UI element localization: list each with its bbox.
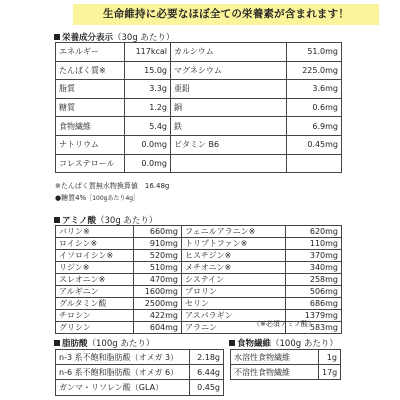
name-cell: イソロイシン※ bbox=[56, 250, 134, 262]
table-row bbox=[56, 80, 342, 99]
value-cell: 1g bbox=[319, 350, 341, 365]
value-cell: 3.3g bbox=[125, 80, 171, 99]
name-cell: メチオニン※ bbox=[182, 262, 286, 274]
value-cell: 0.6mg bbox=[287, 98, 342, 117]
fiber-subtitle: （100g あたり） bbox=[271, 339, 338, 349]
square-bullet-icon bbox=[54, 340, 60, 346]
table-row bbox=[56, 298, 342, 310]
amino-title: アミノ酸 bbox=[62, 216, 97, 226]
name-cell: グルタミン酸 bbox=[56, 298, 134, 310]
fatty-subtitle: （100g あたり） bbox=[87, 339, 155, 349]
value-cell: 620mg bbox=[286, 226, 342, 238]
table-row bbox=[56, 365, 224, 380]
name-cell: 不溶性食物繊維 bbox=[231, 365, 319, 380]
table-row bbox=[56, 98, 342, 117]
name-cell: バリン※ bbox=[56, 226, 134, 238]
name-cell: ヒスチジン※ bbox=[182, 250, 286, 262]
table-row bbox=[56, 61, 342, 80]
value-cell: 910mg bbox=[134, 238, 182, 250]
name-cell: 水溶性食物繊維 bbox=[231, 350, 319, 365]
table-row bbox=[56, 250, 342, 262]
fatty-section-title bbox=[54, 337, 154, 349]
name-cell: ガンマ・リソレン酸（GLA） bbox=[56, 380, 190, 395]
name-cell: プロリン bbox=[182, 286, 286, 298]
value-cell: 258mg bbox=[286, 274, 342, 286]
name-cell: 糖質 bbox=[56, 98, 125, 117]
name-cell: ビタミン B6 bbox=[171, 135, 287, 154]
name-cell: カルシウム bbox=[171, 43, 287, 62]
table-row bbox=[56, 380, 224, 395]
name-cell: 脂質 bbox=[56, 80, 125, 99]
value-cell: 0.0mg bbox=[125, 135, 171, 154]
carb-ratio-main: ●糖質4% bbox=[55, 194, 87, 202]
name-cell: 食物繊維 bbox=[56, 117, 125, 136]
value-cell: 583mg bbox=[286, 322, 342, 334]
fatty-title: 脂肪酸 bbox=[62, 339, 88, 349]
value-cell: 117kcal bbox=[125, 43, 171, 62]
value-cell: 2.18g bbox=[190, 350, 224, 365]
value-cell: 370mg bbox=[286, 250, 342, 262]
name-cell: システイン bbox=[182, 274, 286, 286]
value-cell: 506mg bbox=[286, 286, 342, 298]
nutrition-subtitle: （30g あたり） bbox=[113, 33, 175, 43]
name-cell bbox=[171, 154, 287, 173]
value-cell: 6.9mg bbox=[287, 117, 342, 136]
name-cell: スレオニン※ bbox=[56, 274, 134, 286]
value-cell: 1.2g bbox=[125, 98, 171, 117]
table-row bbox=[56, 226, 342, 238]
value-cell: 225.0mg bbox=[287, 61, 342, 80]
value-cell: 422mg bbox=[134, 310, 182, 322]
value-cell: 520mg bbox=[134, 250, 182, 262]
fiber-table bbox=[230, 349, 341, 380]
value-cell: 3.6mg bbox=[287, 80, 342, 99]
value-cell: 1379mg bbox=[286, 310, 342, 322]
name-cell: アスパラギン bbox=[182, 310, 286, 322]
value-cell: 510mg bbox=[134, 262, 182, 274]
value-cell: 0.0mg bbox=[125, 154, 171, 173]
nutrition-title: 栄養成分表示 bbox=[62, 33, 114, 43]
name-cell: チロシン bbox=[56, 310, 134, 322]
nutrition-table bbox=[55, 42, 342, 173]
name-cell: 亜鉛 bbox=[171, 80, 287, 99]
fiber-title: 食物繊維 bbox=[237, 339, 272, 349]
value-cell: 110mg bbox=[286, 238, 342, 250]
fatty-acid-table bbox=[55, 349, 224, 396]
name-cell: トリプトファン※ bbox=[182, 238, 286, 250]
value-cell: 15.0g bbox=[125, 61, 171, 80]
name-cell: ナトリウム bbox=[56, 135, 125, 154]
name-cell: n-3 系不飽和脂肪酸（オメガ 3） bbox=[56, 350, 190, 365]
carb-ratio-sub: ［100gあたり4g］ bbox=[86, 195, 140, 202]
value-cell: 1600mg bbox=[134, 286, 182, 298]
name-cell: グリシン bbox=[56, 322, 134, 334]
value-cell: 17g bbox=[319, 365, 341, 380]
table-row bbox=[56, 135, 342, 154]
name-cell: ロイシン※ bbox=[56, 238, 134, 250]
name-cell: アラニン bbox=[182, 322, 286, 334]
name-cell: マグネシウム bbox=[171, 61, 287, 80]
name-cell: フェニルアラニン※ bbox=[182, 226, 286, 238]
square-bullet-icon bbox=[54, 34, 60, 40]
headline-banner: 生命維持に必要なほぼ全ての栄養素が含まれます！ bbox=[73, 4, 379, 25]
name-cell: エネルギー bbox=[56, 43, 125, 62]
value-cell bbox=[287, 154, 342, 173]
value-cell: 660mg bbox=[134, 226, 182, 238]
essential-amino-note: （※必須アミノ酸） bbox=[253, 320, 315, 328]
value-cell: 5.4g bbox=[125, 117, 171, 136]
table-row bbox=[56, 286, 342, 298]
value-cell: 604mg bbox=[134, 322, 182, 334]
protein-anhydrous-note: ※たんぱく質無水物換算値 16.48g bbox=[55, 182, 170, 190]
name-cell: たんぱく質※ bbox=[56, 61, 125, 80]
amino-table bbox=[55, 225, 342, 334]
name-cell: セリン bbox=[182, 298, 286, 310]
value-cell: 51.0mg bbox=[287, 43, 342, 62]
name-cell: リジン※ bbox=[56, 262, 134, 274]
value-cell: 686mg bbox=[286, 298, 342, 310]
table-row bbox=[56, 43, 342, 62]
value-cell: 0.45mg bbox=[287, 135, 342, 154]
square-bullet-icon bbox=[54, 217, 60, 223]
name-cell: n-6 系不飽和脂肪酸（オメガ 6） bbox=[56, 365, 190, 380]
table-row bbox=[231, 365, 341, 380]
name-cell: 鉄 bbox=[171, 117, 287, 136]
table-row bbox=[56, 262, 342, 274]
table-row bbox=[56, 154, 342, 173]
name-cell: コレステロール bbox=[56, 154, 125, 173]
fiber-section-title bbox=[229, 337, 338, 349]
table-row bbox=[56, 238, 342, 250]
carb-ratio-note bbox=[55, 193, 139, 203]
amino-subtitle: （30g あたり） bbox=[96, 216, 158, 226]
table-row bbox=[231, 350, 341, 365]
table-row bbox=[56, 350, 224, 365]
table-row bbox=[56, 117, 342, 136]
table-row bbox=[56, 274, 342, 286]
value-cell: 470mg bbox=[134, 274, 182, 286]
value-cell: 2500mg bbox=[134, 298, 182, 310]
value-cell: 0.45g bbox=[190, 380, 224, 395]
value-cell: 340mg bbox=[286, 262, 342, 274]
value-cell: 6.44g bbox=[190, 365, 224, 380]
name-cell: アルギニン bbox=[56, 286, 134, 298]
square-bullet-icon bbox=[229, 340, 235, 346]
name-cell: 銅 bbox=[171, 98, 287, 117]
